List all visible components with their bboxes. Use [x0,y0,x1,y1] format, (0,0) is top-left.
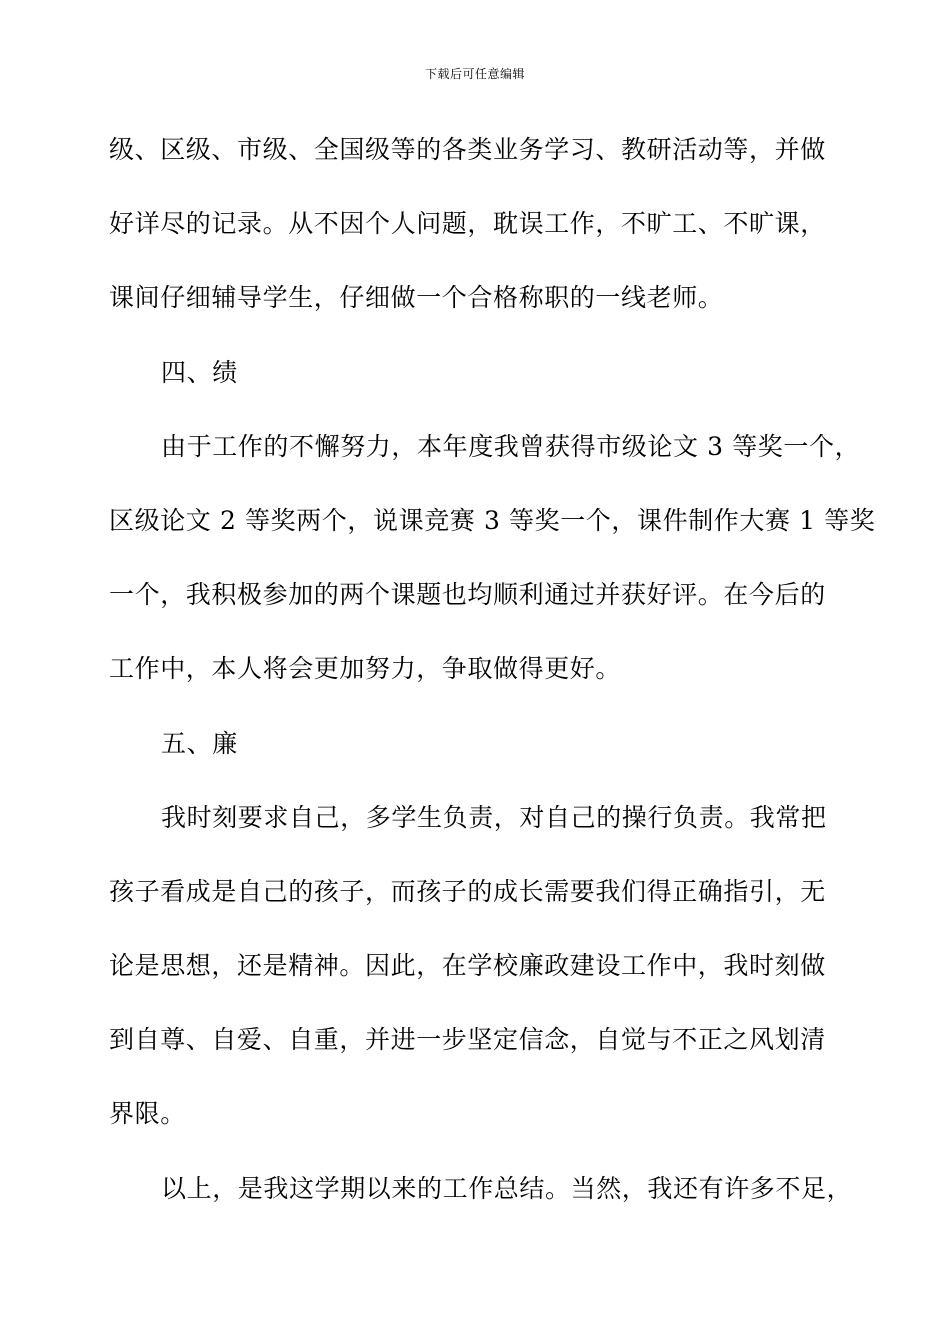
text-line: 好详尽的记录。从不因个人问题，耽误工作，不旷工、不旷课， [109,209,826,239]
text-line: 工作中，本人将会更加努力，争取做得更好。 [109,654,622,684]
text-line: 区级论文 2 等奖两个，说课竞赛 3 等奖一个，课件制作大赛 1 等奖 [109,505,876,535]
text-line: 以上，是我这学期以来的工作总结。当然，我还有许多不足， [161,1173,853,1203]
text-line: 我时刻要求自己，多学生负责，对自己的操行负责。我常把 [161,802,827,832]
section-heading-integrity: 五、廉 [161,728,238,758]
text-line: 孩子看成是自己的孩子，而孩子的成长需要我们得正确指引，无 [109,876,826,906]
text-line: 到自尊、自爱、自重，并进一步坚定信念，自觉与不正之风划清 [109,1025,826,1055]
text-line: 级、区级、市级、全国级等的各类业务学习、教研活动等，并做 [109,135,826,164]
section-heading-achievement: 四、绩 [161,357,238,387]
text-line: 课间仔细辅导学生，仔细做一个合格称职的一线老师。 [109,283,724,313]
text-line: 一个，我积极参加的两个课题也均顺利通过并获好评。在今后的 [109,580,826,610]
page-header: 下载后可任意编辑 [424,67,525,81]
body-text [109,128,876,1241]
text-line: 论是思想，还是精神。因此，在学校廉政建设工作中，我时刻做 [109,951,826,981]
text-line: 界限。 [109,1099,186,1129]
text-line: 由于工作的不懈努力，本年度我曾获得市级论文 3 等奖一个， [161,431,861,461]
